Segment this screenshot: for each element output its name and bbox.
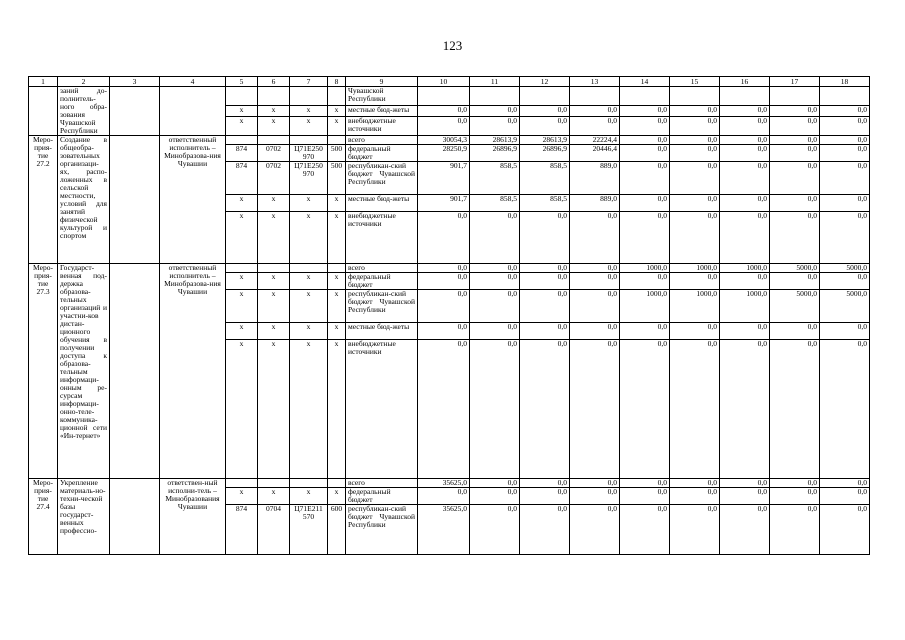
table-cell: внебюджетные источники	[346, 212, 418, 264]
table-cell: 6	[258, 77, 290, 87]
table-cell: x	[258, 116, 290, 135]
table-cell: 5000,0	[820, 264, 870, 273]
table-cell: 0,0	[770, 162, 820, 195]
table-cell: 0,0	[770, 505, 820, 555]
table-cell: Создание в общеобра-зовательных организаци-ях, распо-ложенных в сельской местности, условий для занятий физической культурой и спортом	[58, 136, 110, 264]
table-cell: x	[328, 323, 346, 340]
table-cell: 0,0	[620, 136, 670, 145]
table-cell: 0,0	[418, 323, 470, 340]
table-cell: x	[290, 340, 328, 479]
table-cell: 858,5	[520, 195, 570, 212]
table-cell: 0,0	[720, 106, 770, 116]
table-cell: Государст-венная под-держка образова-тельных организаций и участни-ков дистан-ционного обучения в получении доступа к образова-тельным информаци-онным ре-сурсам информаци-онно-теле-коммуника-ционной сети «Ин-тернет»	[58, 264, 110, 479]
table-row	[29, 87, 870, 106]
table-cell	[226, 479, 258, 488]
table-cell: 10	[418, 77, 470, 87]
table-cell: федеральный бюджет	[346, 145, 418, 162]
table-cell	[720, 87, 770, 106]
table-cell: 0,0	[620, 116, 670, 135]
table-cell: 0,0	[670, 488, 720, 505]
table-cell: 20446,4	[570, 145, 620, 162]
table-cell: 5000,0	[820, 290, 870, 323]
table-cell: 0,0	[470, 290, 520, 323]
table-cell: 0,0	[620, 273, 670, 290]
table-cell: 0,0	[820, 340, 870, 479]
table-cell	[290, 87, 328, 106]
table-cell: 0,0	[520, 488, 570, 505]
table-cell: 5000,0	[770, 290, 820, 323]
table-cell: 0,0	[820, 145, 870, 162]
table-cell: Ц71Е250 970	[290, 162, 328, 195]
table-cell: республикан-ский бюджет Чувашской Республики	[346, 162, 418, 195]
table-cell: x	[226, 106, 258, 116]
table-cell: 0,0	[820, 505, 870, 555]
table-cell: 858,5	[520, 162, 570, 195]
table-cell: 889,0	[570, 162, 620, 195]
table-cell: 0,0	[820, 195, 870, 212]
table-cell	[258, 136, 290, 145]
table-cell: 13	[570, 77, 620, 87]
table-cell: 0,0	[670, 116, 720, 135]
table-cell	[29, 87, 58, 136]
table-cell: 0,0	[520, 479, 570, 488]
table-cell: 0,0	[670, 479, 720, 488]
table-cell: 0,0	[570, 212, 620, 264]
table-cell: 0,0	[520, 116, 570, 135]
table-row	[29, 264, 870, 273]
table-cell: 0,0	[470, 323, 520, 340]
table-cell: 0,0	[520, 290, 570, 323]
table-cell: 22224,4	[570, 136, 620, 145]
table-cell: 0,0	[570, 273, 620, 290]
table-cell: 858,5	[470, 162, 520, 195]
table-cell: республикан-ский бюджет Чувашской Республики	[346, 505, 418, 555]
header-row	[29, 77, 870, 87]
table-cell: x	[328, 106, 346, 116]
table-cell: x	[258, 273, 290, 290]
table-cell: Ц71Е250 970	[290, 145, 328, 162]
table-cell: x	[258, 488, 290, 505]
table-cell: 9	[346, 77, 418, 87]
table-cell: x	[328, 273, 346, 290]
table-cell: 0,0	[418, 273, 470, 290]
table-cell: 0,0	[820, 273, 870, 290]
table-cell: 0,0	[670, 106, 720, 116]
table-cell: 0,0	[720, 488, 770, 505]
table-cell: x	[290, 323, 328, 340]
table-cell: 901,7	[418, 195, 470, 212]
table-cell: 0,0	[620, 323, 670, 340]
table-cell	[328, 87, 346, 106]
table-cell: 0,0	[820, 323, 870, 340]
table-cell: 0,0	[570, 340, 620, 479]
table-cell	[770, 87, 820, 106]
table-cell: 26896,9	[470, 145, 520, 162]
table-cell: 0,0	[620, 505, 670, 555]
table-cell: 8	[328, 77, 346, 87]
table-cell: 0,0	[820, 212, 870, 264]
table-cell: 0,0	[820, 116, 870, 135]
table-cell: 0,0	[720, 116, 770, 135]
table-cell: x	[258, 323, 290, 340]
table-cell: заний до-полнитель-ного обра-зования Чувашской Республики	[58, 87, 110, 136]
table-cell: 0,0	[570, 479, 620, 488]
table-cell: x	[290, 488, 328, 505]
table-cell: x	[290, 195, 328, 212]
table-cell: 0,0	[770, 106, 820, 116]
table-cell: 0,0	[470, 212, 520, 264]
table-cell: республикан-ский бюджет Чувашской Республики	[346, 290, 418, 323]
table-cell: 35625,0	[418, 505, 470, 555]
table-cell: 0,0	[470, 106, 520, 116]
table-cell: 874	[226, 505, 258, 555]
table-cell: 0,0	[820, 479, 870, 488]
table-cell: 0,0	[670, 195, 720, 212]
table-cell	[160, 87, 226, 136]
table-cell: x	[290, 273, 328, 290]
table-cell: 0,0	[418, 290, 470, 323]
table-cell: x	[258, 212, 290, 264]
table-cell: внебюджетные источники	[346, 340, 418, 479]
table-cell: 16	[720, 77, 770, 87]
table-cell: x	[290, 116, 328, 135]
table-cell: 0,0	[820, 136, 870, 145]
table-cell	[226, 264, 258, 273]
table-cell: 0,0	[720, 323, 770, 340]
table-cell: Чувашской Республики	[346, 87, 418, 106]
table-cell: 0,0	[720, 145, 770, 162]
table-cell: 0,0	[720, 212, 770, 264]
table-cell: 0,0	[670, 340, 720, 479]
table-cell: местные бюд-жеты	[346, 195, 418, 212]
table-cell: 874	[226, 145, 258, 162]
table-cell: 0,0	[470, 273, 520, 290]
table-cell: 28613,9	[470, 136, 520, 145]
table-cell: федеральный бюджет	[346, 488, 418, 505]
table-cell	[520, 87, 570, 106]
table-cell: 5	[226, 77, 258, 87]
table-cell: Укрепление материаль-но-техни-ческой базы государст-венных профессио-	[58, 479, 110, 555]
table-cell: x	[258, 195, 290, 212]
table-cell	[670, 87, 720, 106]
table-cell: 0,0	[620, 106, 670, 116]
table-cell: 500	[328, 162, 346, 195]
table-cell: x	[290, 212, 328, 264]
table-cell: 0,0	[720, 162, 770, 195]
table-cell: 0,0	[418, 106, 470, 116]
table-cell: всего	[346, 264, 418, 273]
table-cell: 0,0	[570, 264, 620, 273]
table-cell: ответствен-ный исполни-тель – Минобразования Чувашии	[160, 479, 226, 555]
table-cell: x	[328, 212, 346, 264]
table-cell: 0,0	[670, 323, 720, 340]
table-cell: 30054,3	[418, 136, 470, 145]
table-cell: 0,0	[670, 273, 720, 290]
table-cell: всего	[346, 136, 418, 145]
table-cell: ответственный исполнитель – Минобразова-ния Чувашии	[160, 136, 226, 264]
table-cell: 0,0	[820, 488, 870, 505]
table-cell: 1000,0	[720, 290, 770, 323]
table-cell: местные бюд-жеты	[346, 323, 418, 340]
table-cell: 0,0	[770, 340, 820, 479]
table-cell: 0,0	[620, 162, 670, 195]
table-cell: 600	[328, 505, 346, 555]
table-cell: 0,0	[720, 340, 770, 479]
table-cell: 0,0	[520, 106, 570, 116]
table-cell: 858,5	[470, 195, 520, 212]
table-cell: 874	[226, 162, 258, 195]
table-cell: 0,0	[570, 106, 620, 116]
table-cell: 3	[110, 77, 160, 87]
table-cell	[226, 87, 258, 106]
table-cell: x	[226, 195, 258, 212]
table-cell: x	[258, 290, 290, 323]
table-cell: 0,0	[520, 505, 570, 555]
table-cell: 889,0	[570, 195, 620, 212]
table-cell: x	[328, 290, 346, 323]
table-cell: Меро-прия-тие 27.3	[29, 264, 58, 479]
table-cell: 0,0	[820, 106, 870, 116]
table-cell	[418, 87, 470, 106]
table-cell	[258, 87, 290, 106]
table-cell: Меро-прия-тие 27.2	[29, 136, 58, 264]
table-cell: 0,0	[720, 136, 770, 145]
table-cell: 0,0	[770, 273, 820, 290]
table-cell: 901,7	[418, 162, 470, 195]
table-cell: 26896,9	[520, 145, 570, 162]
table-cell: 0,0	[570, 505, 620, 555]
table-cell: 0,0	[770, 323, 820, 340]
table-cell: 0,0	[820, 162, 870, 195]
table-cell: x	[258, 106, 290, 116]
table-cell: 0,0	[670, 505, 720, 555]
table-cell	[570, 87, 620, 106]
table-cell: 0,0	[520, 264, 570, 273]
table-cell: 0,0	[720, 195, 770, 212]
table-cell: x	[226, 212, 258, 264]
table-cell: 0,0	[570, 488, 620, 505]
table-cell: всего	[346, 479, 418, 488]
table-cell: 0,0	[418, 488, 470, 505]
table-cell	[290, 264, 328, 273]
table-cell: 0,0	[520, 212, 570, 264]
table-cell: 1000,0	[620, 264, 670, 273]
table-cell	[258, 264, 290, 273]
table-cell: 0,0	[670, 162, 720, 195]
table-cell: 1000,0	[670, 290, 720, 323]
table-cell: 0,0	[470, 116, 520, 135]
table-cell: 0,0	[770, 116, 820, 135]
table-cell: x	[226, 488, 258, 505]
page-number: 123	[442, 38, 463, 53]
table-cell: 0,0	[470, 340, 520, 479]
table-cell: 0,0	[470, 505, 520, 555]
table-cell: x	[226, 323, 258, 340]
table-cell: 14	[620, 77, 670, 87]
table-cell: 0,0	[520, 340, 570, 479]
table-cell: x	[328, 116, 346, 135]
table-cell: 35625,0	[418, 479, 470, 488]
table-cell: 0,0	[720, 273, 770, 290]
table-cell: 0,0	[418, 212, 470, 264]
table-cell: 15	[670, 77, 720, 87]
table-cell: 0,0	[470, 264, 520, 273]
table-cell: 0,0	[570, 290, 620, 323]
table-cell	[328, 479, 346, 488]
table-cell: 0,0	[670, 136, 720, 145]
table-cell: x	[328, 195, 346, 212]
table-cell	[226, 136, 258, 145]
table-cell: 2	[58, 77, 110, 87]
table-cell: 0,0	[418, 340, 470, 479]
table-cell: 7	[290, 77, 328, 87]
table-cell: 0,0	[470, 488, 520, 505]
table-cell: x	[226, 116, 258, 135]
table-cell: 4	[160, 77, 226, 87]
table-cell: x	[226, 273, 258, 290]
table-cell: x	[226, 290, 258, 323]
table-cell: 0702	[258, 162, 290, 195]
table-cell: 1000,0	[620, 290, 670, 323]
table-cell: 11	[470, 77, 520, 87]
table-cell: 0,0	[770, 145, 820, 162]
table-cell	[620, 87, 670, 106]
table-cell: 18	[820, 77, 870, 87]
table-cell: 0,0	[720, 505, 770, 555]
table-cell	[290, 479, 328, 488]
table-cell: 0704	[258, 505, 290, 555]
table-cell: 1000,0	[720, 264, 770, 273]
table-cell: федеральный бюджет	[346, 273, 418, 290]
table-cell: 0,0	[418, 116, 470, 135]
table-cell: 0,0	[770, 136, 820, 145]
table-cell	[110, 87, 160, 136]
table-cell: 5000,0	[770, 264, 820, 273]
table-cell: x	[328, 488, 346, 505]
table-row	[29, 136, 870, 145]
table-cell	[470, 87, 520, 106]
table-cell: x	[258, 340, 290, 479]
table-cell: x	[290, 106, 328, 116]
table-cell	[110, 136, 160, 264]
table-cell: 0,0	[570, 116, 620, 135]
table-cell: 0,0	[770, 479, 820, 488]
table-cell: 0,0	[770, 488, 820, 505]
table-cell: 0,0	[620, 195, 670, 212]
table-cell: 0,0	[570, 323, 620, 340]
table-cell: x	[328, 340, 346, 479]
table-cell: ответственный исполнитель – Минобразова-ния Чувашии	[160, 264, 226, 479]
table-cell	[110, 479, 160, 555]
table-cell: 0,0	[520, 273, 570, 290]
table-cell: 0,0	[770, 212, 820, 264]
table-cell: 0,0	[620, 479, 670, 488]
table-cell: местные бюд-жеты	[346, 106, 418, 116]
table-row	[29, 479, 870, 488]
table-cell: 1	[29, 77, 58, 87]
table-cell: 500	[328, 145, 346, 162]
table-cell	[258, 479, 290, 488]
table-cell: 0,0	[620, 340, 670, 479]
table-cell: внебюджетные источники	[346, 116, 418, 135]
table-cell	[328, 264, 346, 273]
table-cell: 28613,9	[520, 136, 570, 145]
table-cell: Меро-прия-тие 27.4	[29, 479, 58, 555]
table-cell: 0,0	[620, 145, 670, 162]
table-cell: Ц71Е211 570	[290, 505, 328, 555]
table-cell	[328, 136, 346, 145]
table-cell: 0,0	[620, 212, 670, 264]
table-cell: 0,0	[418, 264, 470, 273]
table-cell: 0702	[258, 145, 290, 162]
budget-table	[28, 76, 870, 555]
table-cell: 0,0	[720, 479, 770, 488]
table-cell: 28250,9	[418, 145, 470, 162]
table-cell: 0,0	[520, 323, 570, 340]
table-cell: 17	[770, 77, 820, 87]
table-cell: x	[290, 290, 328, 323]
table-cell: 0,0	[620, 488, 670, 505]
table-cell	[820, 87, 870, 106]
table-cell	[290, 136, 328, 145]
table-cell: x	[226, 340, 258, 479]
table-cell: 0,0	[670, 212, 720, 264]
table-cell: 1000,0	[670, 264, 720, 273]
table-cell: 12	[520, 77, 570, 87]
table-cell	[110, 264, 160, 479]
table-cell: 0,0	[670, 145, 720, 162]
table-cell: 0,0	[470, 479, 520, 488]
table-cell: 0,0	[770, 195, 820, 212]
